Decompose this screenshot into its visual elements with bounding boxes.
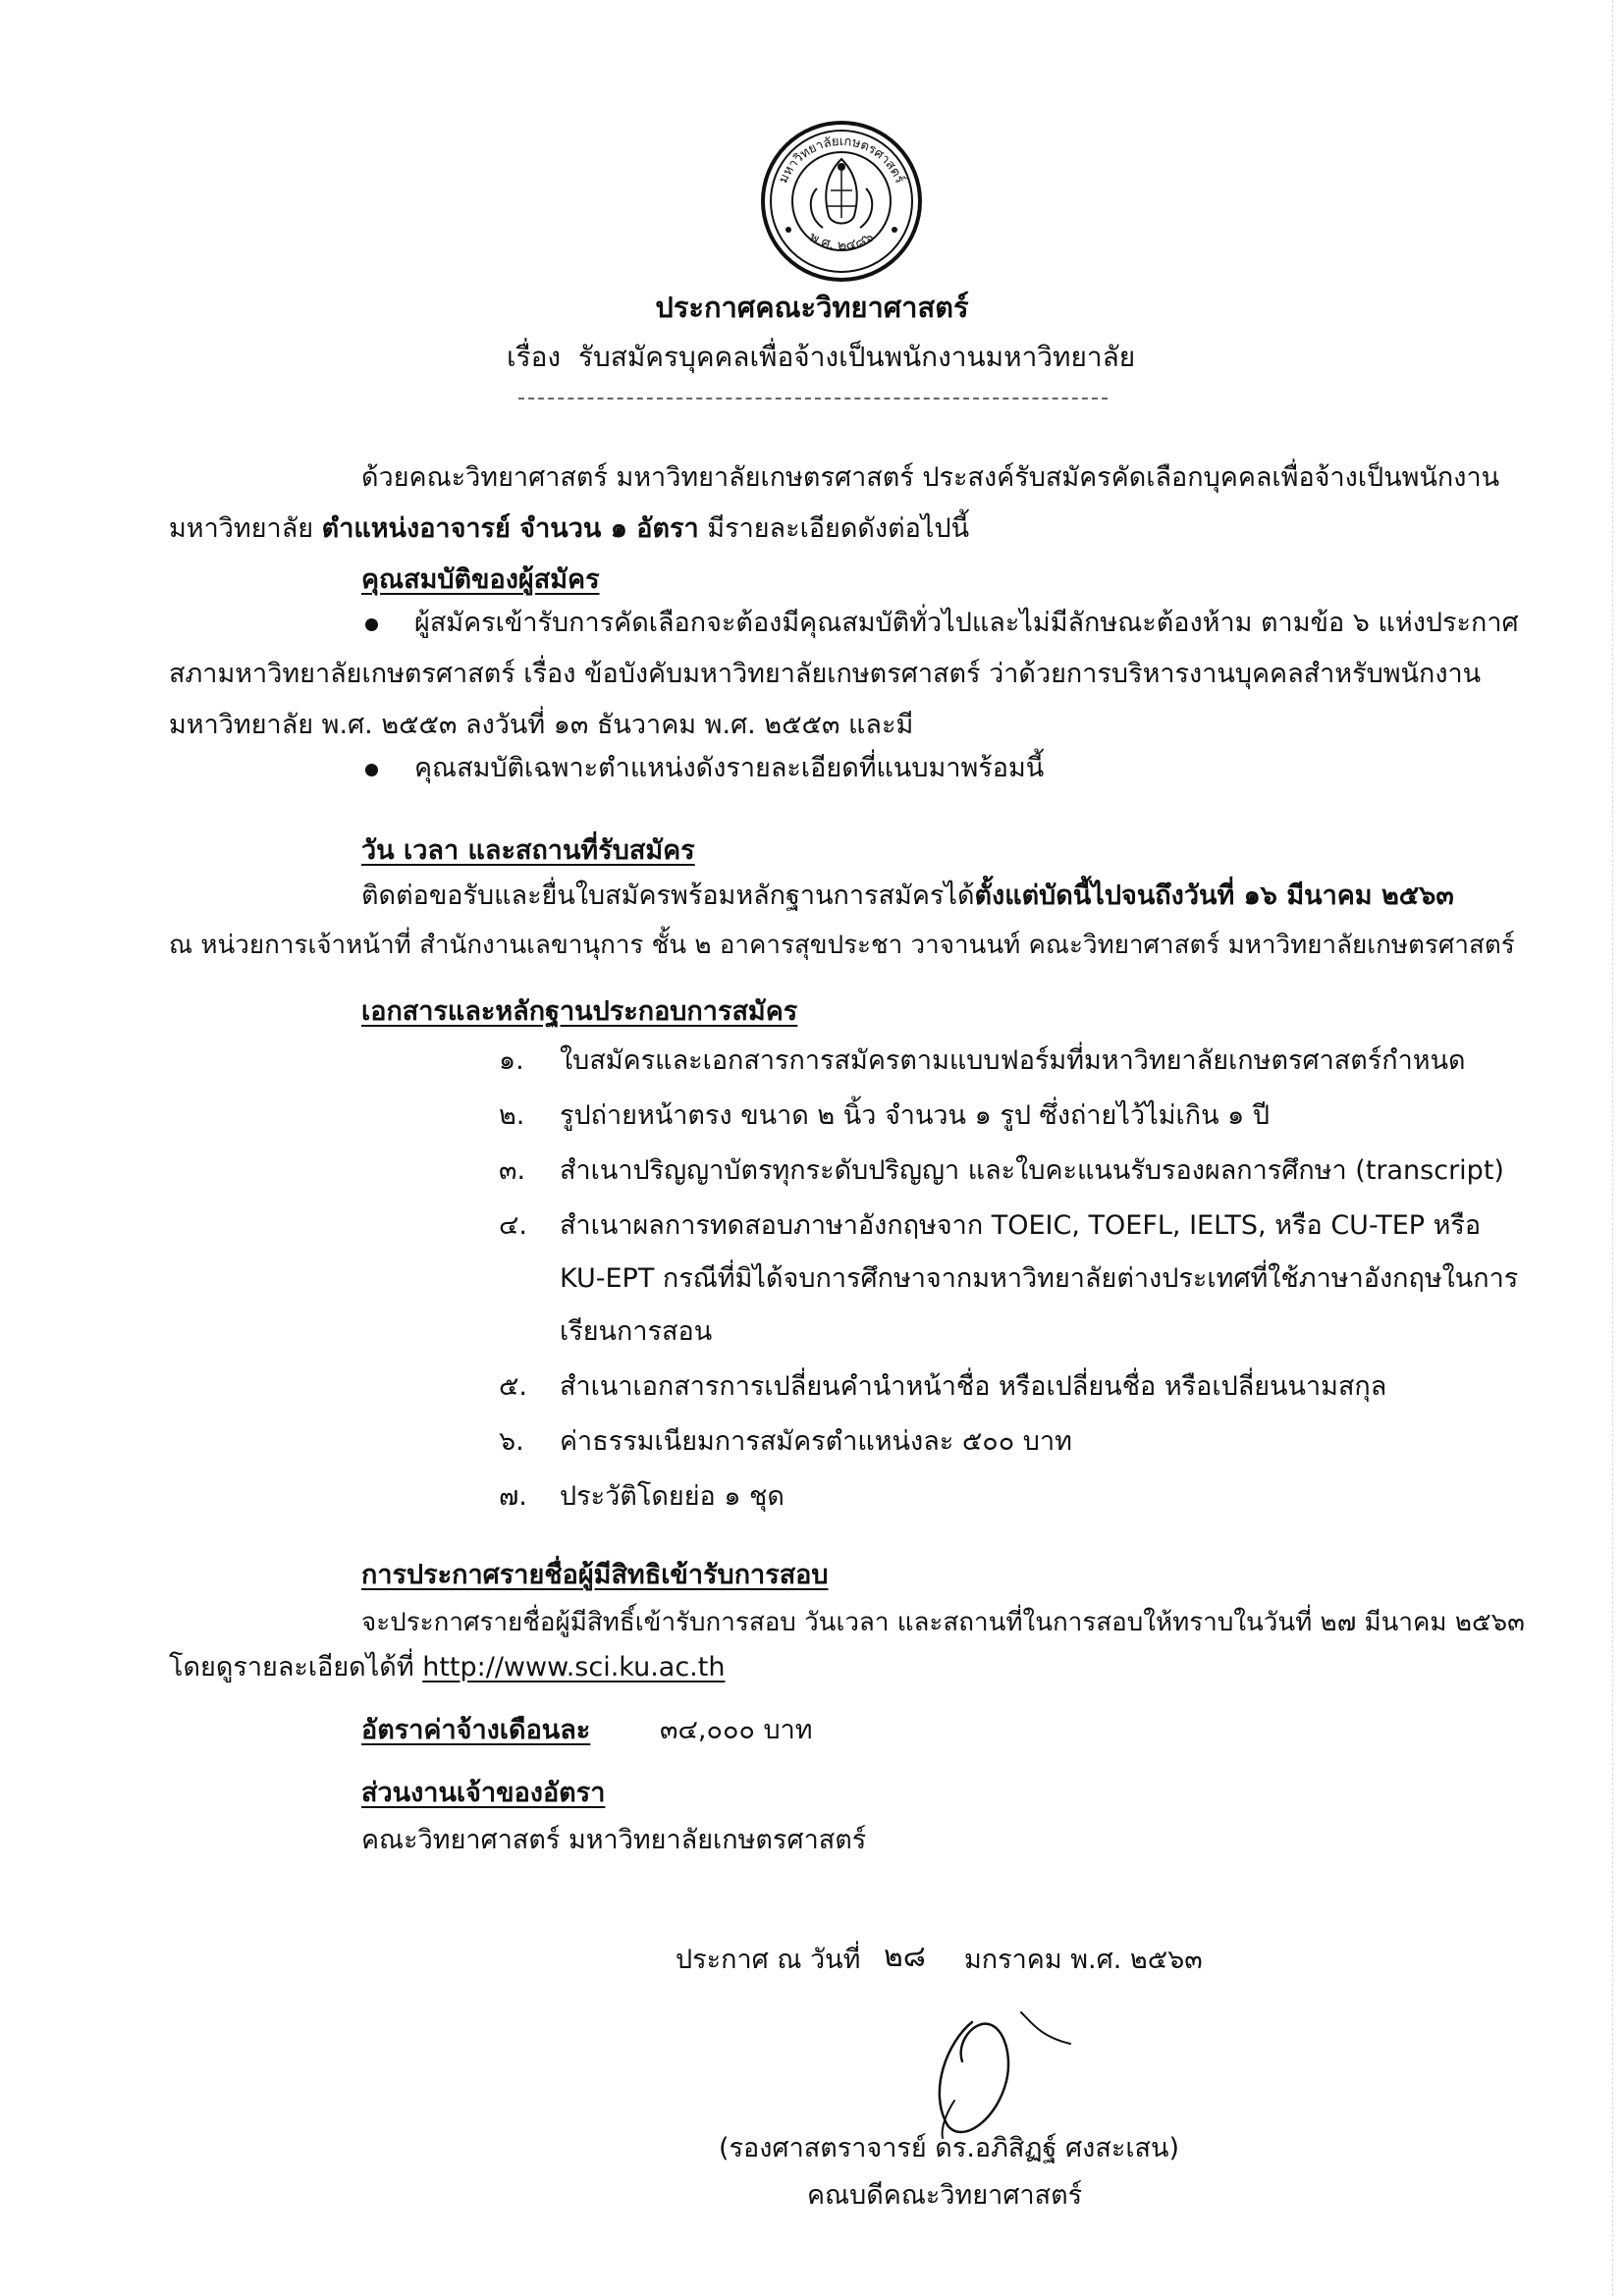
salary-heading: อัตราค่าจ้างเดือนละ — [361, 1715, 591, 1745]
bullet-icon — [365, 618, 378, 631]
document-item-text: เรียนการสอน — [560, 1316, 713, 1347]
owner-heading: ส่วนงานเจ้าของอัตรา — [361, 1778, 606, 1808]
document-item-text: ประวัติโดยย่อ ๑ ชุด — [560, 1481, 785, 1512]
signatory-position: คณบดีคณะวิทยาศาสตร์ — [807, 2180, 1083, 2211]
document-item-number: ๔. — [499, 1210, 528, 1241]
intro-line-1: ด้วยคณะวิทยาศาสตร์ มหาวิทยาลัยเกษตรศาสตร์ ประสงค์รับสมัครคัดเลือกบุคคลเพื่อจ้างเป็นพนักงาน — [361, 462, 1500, 493]
document-item-text: สำเนาเอกสารการเปลี่ยนคำนำหน้าชื่อ หรือเปลี่ยนชื่อ หรือเปลี่ยนนามสกุล — [560, 1371, 1387, 1402]
qualifications-heading: คุณสมบัติของผู้สมัคร — [361, 564, 600, 595]
university-seal — [758, 120, 925, 283]
subject-line — [507, 336, 1135, 379]
qualification-1-line-2: สภามหาวิทยาลัยเกษตรศาสตร์ เรื่อง ข้อบังคับมหาวิทยาลัยเกษตรศาสตร์ ว่าด้วยการบริหารงานบุคคลสำหรับพนักงาน — [169, 659, 1482, 689]
qualification-1-line-1: ผู้สมัครเข้ารับการคัดเลือกจะต้องมีคุณสมบัติทั่วไปและไม่มีลักษณะต้องห้าม ตามข้อ ๖ แห่งประกาศ — [414, 608, 1519, 638]
subject-text: รับสมัครบุคคลเพื่อจ้างเป็นพนักงานมหาวิทยาลัย — [577, 341, 1136, 373]
qualification-2: คุณสมบัติเฉพาะตำแหน่งดังรายละเอียดที่แนบมาพร้อมนี้ — [414, 753, 1045, 783]
website-link[interactable]: http://www.sci.ku.ac.th — [422, 1652, 726, 1682]
document-item-text: ค่าธรรมเนียมการสมัครตำแหน่งละ ๕๐๐ บาท — [560, 1426, 1072, 1457]
announcement-line-2 — [169, 1649, 725, 1686]
document-item-number: ๓. — [499, 1155, 526, 1186]
signatory-name: (รองศาสตราจารย์ ดร.อภิสิฏฐ์ ศงสะเสน) — [719, 2133, 1180, 2163]
announcement-text: โดยดูรายละเอียดได้ที่ — [169, 1652, 423, 1682]
document-item-text: ใบสมัครและเอกสารการสมัครตามแบบฟอร์มที่มหาวิทยาลัยเกษตรศาสตร์กำหนด — [560, 1045, 1466, 1076]
document-item-text: สำเนาผลการทดสอบภาษาอังกฤษจาก TOEIC, TOEFL, IELTS, หรือ CU-TEP หรือ — [560, 1210, 1482, 1241]
schedule-line-2: ณ หน่วยการเจ้าหน้าที่ สำนักงานเลขานุการ ชั้น ๒ อาคารสุขประชา วาจานนท์ คณะวิทยาศาสตร์ มหาวิทยาลัยเกษตรศาสตร์ — [169, 931, 1515, 960]
document-item-number: ๖. — [499, 1426, 524, 1457]
document-item-number: ๗. — [499, 1481, 527, 1512]
announcement-heading: การประกาศรายชื่อผู้มีสิทธิเข้ารับการสอบ — [361, 1560, 829, 1590]
handwritten-signature — [903, 2002, 1100, 2150]
qualification-1-line-3: มหาวิทยาลัย พ.ศ. ๒๕๕๓ ลงวันที่ ๑๓ ธันวาคม พ.ศ. ๒๕๕๓ และมี — [169, 710, 914, 740]
owner-value: คณะวิทยาศาสตร์ มหาวิทยาลัยเกษตรศาสตร์ — [361, 1825, 867, 1855]
document-item-text: สำเนาปริญญาบัตรทุกระดับปริญญา และใบคะแนนรับรองผลการศึกษา (transcript) — [560, 1155, 1504, 1186]
document-item-number: ๑. — [499, 1045, 524, 1076]
svg-text:พ.ศ. ๒๔๘๖ — [806, 230, 876, 254]
bullet-icon — [365, 764, 378, 776]
documents-heading: เอกสารและหลักฐานประกอบการสมัคร — [361, 996, 798, 1027]
salary-value: ๓๔,๐๐๐ บาท — [660, 1715, 813, 1745]
scan-edge-line — [1612, 0, 1613, 2296]
separator-line — [518, 398, 1108, 400]
intro-line-2 — [169, 510, 969, 548]
document-item-text: KU-EPT กรณีที่มิได้จบการศึกษาจากมหาวิทยาลัยต่างประเทศที่ใช้ภาษาอังกฤษในการ — [560, 1263, 1519, 1294]
announcement-title: ประกาศคณะวิทยาศาสตร์ — [655, 291, 969, 324]
seal-bottom-text: พ.ศ. ๒๔๘๖ — [806, 229, 877, 254]
intro-text-a: มหาวิทยาลัย — [169, 513, 322, 544]
schedule-heading: วัน เวลา และสถานที่รับสมัคร — [361, 835, 695, 866]
document-item-number: ๕. — [499, 1371, 528, 1402]
schedule-text: ติดต่อขอรับและยื่นใบสมัครพร้อมหลักฐานการสมัครได้ — [361, 881, 975, 911]
announced-month-year: มกราคม พ.ศ. ๒๕๖๓ — [964, 1945, 1203, 1975]
announcement-line-1: จะประกาศรายชื่อผู้มีสิทธิ์เข้ารับการสอบ วันเวลา และสถานที่ในการสอบให้ทราบในวันที่ ๒๗ มีนาคม ๒๕๖๓ — [361, 1608, 1525, 1637]
schedule-deadline: ตั้งแต่บัดนี้ไปจนถึงวันที่ ๑๖ มีนาคม ๒๕๖๓ — [974, 881, 1454, 911]
announced-date-prefix: ประกาศ ณ วันที่ — [676, 1945, 861, 1975]
schedule-line-1 — [361, 878, 1454, 915]
intro-position-bold: ตำแหน่งอาจารย์ จำนวน ๑ อัตรา — [321, 513, 699, 544]
announced-day: ๒๘ — [884, 1940, 926, 1974]
document-item-number: ๒. — [499, 1100, 525, 1131]
seal-top-text: มหาวิทยาลัยเกษตรศาสตร์ — [776, 133, 907, 186]
intro-text-b: มีรายละเอียดดังต่อไปนี้ — [698, 513, 970, 544]
subject-prefix: เรื่อง — [507, 341, 562, 373]
document-item-text: รูปถ่ายหน้าตรง ขนาด ๒ นิ้ว จำนวน ๑ รูป ซึ่งถ่ายไว้ไม่เกิน ๑ ปี — [560, 1100, 1270, 1131]
